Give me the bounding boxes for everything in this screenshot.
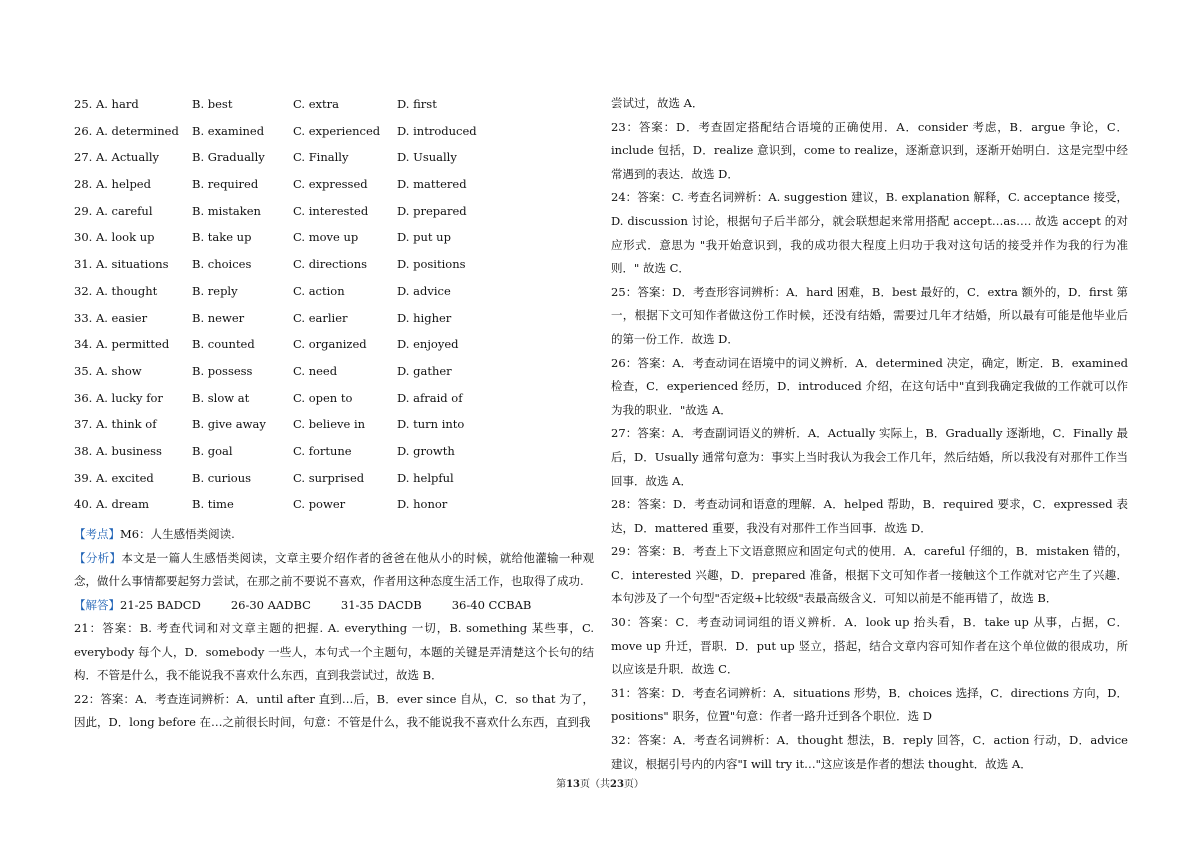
option-d: D. introduced bbox=[397, 123, 477, 138]
footer-suffix: 页） bbox=[623, 779, 644, 790]
option-row bbox=[74, 470, 594, 497]
fenxi-tag: 【分析】 bbox=[74, 550, 122, 565]
fenxi-paragraph bbox=[74, 547, 594, 594]
option-a: 26. A. determined bbox=[74, 123, 179, 138]
option-d: D. first bbox=[397, 97, 437, 111]
right-column bbox=[611, 92, 1128, 776]
option-row bbox=[74, 229, 594, 256]
option-b: B. curious bbox=[192, 470, 252, 485]
option-row bbox=[74, 390, 594, 417]
option-b: B. best bbox=[192, 97, 233, 111]
option-row bbox=[74, 149, 594, 176]
option-row bbox=[74, 363, 594, 390]
option-b: B. examined bbox=[192, 123, 265, 138]
option-d: D. put up bbox=[397, 230, 451, 245]
option-c: C. extra bbox=[293, 97, 339, 111]
explanation-paragraph: 32：答案：A．考查名词辨析：A．thought 想法，B．reply 回答，C．action 行动，D．advice 建议，根据引号内的内容"I will try it…"这应该是作者的想法 thought．故选 A． bbox=[611, 733, 1128, 771]
explanation-paragraph: 尝试过，故选 A． bbox=[611, 96, 704, 110]
explanation-paragraph: 24：答案：C. 考查名词辨析：A. suggestion 建议，B. explanation 解释，C. acceptance 接受，D. discussion 讨论，根据句子后半部分，就会联想起来常用搭配 accept…as…. 故选 accept 的对应形式．意思为 "我开始意识到，我的成功很大程度上归功于我对这句话的接受并作为我的行为准则．" 故选 C． bbox=[611, 190, 1128, 276]
explanation-paragraph: 30：答案：C．考查动词词组的语义辨析．A．look up 抬头看，B．take up 从事，占据，C．move up 升迁，晋职．D．put up 竖立，搭起，结合文章内容可知作者在这个单位做的很成功，所以应该是升职．故选 C． bbox=[611, 615, 1128, 677]
option-b: B. Gradually bbox=[192, 150, 265, 165]
option-a: 30. A. look up bbox=[74, 230, 155, 245]
option-c: C. surprised bbox=[293, 470, 365, 485]
left-column bbox=[74, 96, 594, 735]
answer-group: 36-40 CCBAB bbox=[451, 597, 532, 612]
option-c: C. earlier bbox=[293, 310, 348, 325]
option-d: D. afraid of bbox=[397, 390, 463, 405]
option-b: B. choices bbox=[192, 257, 252, 272]
option-d: D. enjoyed bbox=[397, 337, 459, 352]
option-d: D. honor bbox=[397, 497, 448, 512]
answer-group: 26-30 AADBC bbox=[230, 597, 311, 612]
option-a: 32. A. thought bbox=[74, 283, 158, 298]
option-a: 35. A. show bbox=[74, 363, 142, 378]
explanation-paragraph: 27：答案：A．考查副词语义的辨析．A．Actually 实际上，B．Gradually 逐渐地，C．Finally 最后，D．Usually 通常句意为：事实上当时我认为我会工作几年，然后结婚，所以我没有对那件工作当回事．故选 A． bbox=[611, 426, 1128, 488]
footer-prefix: 第 bbox=[556, 779, 567, 790]
page-total: 23 bbox=[610, 779, 624, 790]
option-b: B. reply bbox=[192, 283, 238, 298]
kaodian-tag: 【考点】 bbox=[74, 527, 120, 541]
option-c: C. believe in bbox=[293, 417, 366, 432]
option-b: B. give away bbox=[192, 417, 266, 432]
option-row bbox=[74, 336, 594, 363]
option-a: 40. A. dream bbox=[74, 497, 149, 512]
answer-group: 21-25 BADCD bbox=[120, 597, 201, 612]
option-row bbox=[74, 176, 594, 203]
option-row bbox=[74, 96, 594, 123]
explanation-paragraph: 28：答案：D．考查动词和语意的理解．A．helped 帮助，B．required 要求，C．expressed 表达，D．mattered 重要，我没有对那件工作当回事．故选 D． bbox=[611, 497, 1128, 535]
option-c: C. organized bbox=[293, 337, 367, 352]
option-row bbox=[74, 283, 594, 310]
option-a: 33. A. easier bbox=[74, 310, 148, 325]
option-c: C. move up bbox=[293, 230, 359, 245]
options-list bbox=[74, 96, 594, 523]
option-b: B. newer bbox=[192, 310, 245, 325]
explanation-paragraph: 23：答案：D．考查固定搭配结合语境的正确使用．A．consider 考虑，B．argue 争论，C．include 包括，D．realize 意识到，come to realize，逐渐意识到，逐渐开始明白．这是完型中经常遇到的表达．故选 D． bbox=[611, 119, 1128, 181]
page-footer bbox=[0, 775, 1200, 790]
option-row bbox=[74, 256, 594, 283]
option-c: C. power bbox=[293, 497, 346, 512]
option-b: B. possess bbox=[192, 363, 253, 378]
option-b: B. time bbox=[192, 497, 234, 512]
explanation-paragraph: 29：答案：B．考查上下文语意照应和固定句式的使用．A．careful 仔细的，B．mistaken 错的，C．interested 兴趣，D．prepared 准备，根据下文可知作者一接触这个工作就对它产生了兴趣．本句涉及了一个句型"否定级+比较级"表最高级含义．可知以前是不能再错了，故选 B． bbox=[611, 544, 1128, 606]
explanation-paragraph: 31：答案：D．考查名词辨析：A．situations 形势，B．choices 选择，C．directions 方向，D．positions" 职务，位置"句意：作者一路升迁到各个职位．选 D bbox=[611, 685, 1128, 724]
explanation-paragraph: 26：答案：A．考查动词在语境中的词义辨析．A．determined 决定，确定，断定．B．examined 检查，C．experienced 经历，D．introduced 介绍，在这句话中"直到我确定我做的工作就可以作为我的职业．"故选 A． bbox=[611, 355, 1128, 417]
option-c: C. directions bbox=[293, 257, 368, 272]
option-b: B. goal bbox=[192, 443, 233, 458]
option-c: C. expressed bbox=[293, 177, 368, 192]
jieda-tag: 【解答】 bbox=[74, 597, 120, 612]
option-row bbox=[74, 443, 594, 470]
option-row bbox=[74, 203, 594, 230]
option-d: D. higher bbox=[397, 310, 452, 325]
option-row bbox=[74, 310, 594, 337]
option-a: 37. A. think of bbox=[74, 417, 157, 432]
option-b: B. mistaken bbox=[192, 203, 261, 218]
option-row bbox=[74, 123, 594, 150]
option-c: C. open to bbox=[293, 390, 353, 405]
option-a: 28. A. helped bbox=[74, 177, 151, 192]
option-d: D. advice bbox=[397, 283, 451, 298]
option-a: 34. A. permitted bbox=[74, 337, 170, 352]
fenxi-text: 本文是一篇人生感悟类阅读，文章主要介绍作者的爸爸在他从小的时候，就给他灌输一种观念，做什么事情都要起努力尝试，在那之前不要说不喜欢，作者用这种态度生活工作，也取得了成功. bbox=[74, 550, 595, 588]
explanation-paragraph: 25：答案：D．考查形容词辨析：A．hard 困难，B．best 最好的，C．extra 额外的，D．first 第一，根据下文可知作者做这份工作时候，还没有结婚，需要过几年才结婚，所以最有可能是他毕业后的第一份工作．故选 D． bbox=[611, 284, 1128, 346]
kaodian-text: M6：人生感悟类阅读. bbox=[120, 527, 235, 541]
jieda-answers bbox=[74, 594, 594, 618]
option-d: D. prepared bbox=[397, 203, 467, 218]
option-row bbox=[74, 496, 594, 523]
option-a: 36. A. lucky for bbox=[74, 390, 163, 405]
option-a: 31. A. situations bbox=[74, 257, 169, 272]
kaodian-paragraph bbox=[74, 523, 594, 547]
option-c: C. experienced bbox=[293, 123, 381, 138]
answer-group: 31-35 DACDB bbox=[340, 597, 422, 612]
option-c: C. Finally bbox=[293, 150, 349, 165]
option-a: 27. A. Actually bbox=[74, 150, 160, 165]
option-d: D. Usually bbox=[397, 150, 457, 165]
option-a: 29. A. careful bbox=[74, 203, 153, 218]
option-c: C. action bbox=[293, 283, 345, 298]
option-b: B. take up bbox=[192, 230, 252, 245]
option-d: D. growth bbox=[397, 443, 455, 458]
footer-mid: 页（共 bbox=[580, 779, 610, 790]
explanation-paragraph: 22：答案：A．考查连词辨析：A．until after 直到…后，B．ever since 自从，C．so that 为了，因此，D．long before 在…之前很长时间，句意：不管是什么，我不能说我不喜欢什么东西，直到我 bbox=[74, 691, 594, 729]
option-d: D. mattered bbox=[397, 177, 467, 192]
option-a: 25. A. hard bbox=[74, 97, 139, 111]
option-d: D. positions bbox=[397, 257, 466, 272]
option-d: D. helpful bbox=[397, 470, 454, 485]
option-b: B. slow at bbox=[192, 390, 250, 405]
option-b: B. counted bbox=[192, 337, 255, 352]
option-d: D. gather bbox=[397, 363, 452, 378]
option-c: C. need bbox=[293, 363, 338, 378]
page-number: 13 bbox=[566, 779, 580, 790]
option-b: B. required bbox=[192, 177, 259, 192]
explanation-paragraph: 21：答案：B. 考查代词和对文章主题的把握. A. everything 一切，B. something 某些事，C. everybody 每个人，D．somebody 一些人，本句式一个主题句，本题的关键是弄清楚这个长句的结构．不管是什么，我不能说我不喜欢什么东西，直到我尝试过，故选 B． bbox=[74, 621, 594, 682]
option-c: C. interested bbox=[293, 203, 369, 218]
option-d: D. turn into bbox=[397, 417, 465, 432]
option-row bbox=[74, 416, 594, 443]
option-a: 38. A. business bbox=[74, 443, 162, 458]
option-a: 39. A. excited bbox=[74, 470, 154, 485]
option-c: C. fortune bbox=[293, 443, 352, 458]
